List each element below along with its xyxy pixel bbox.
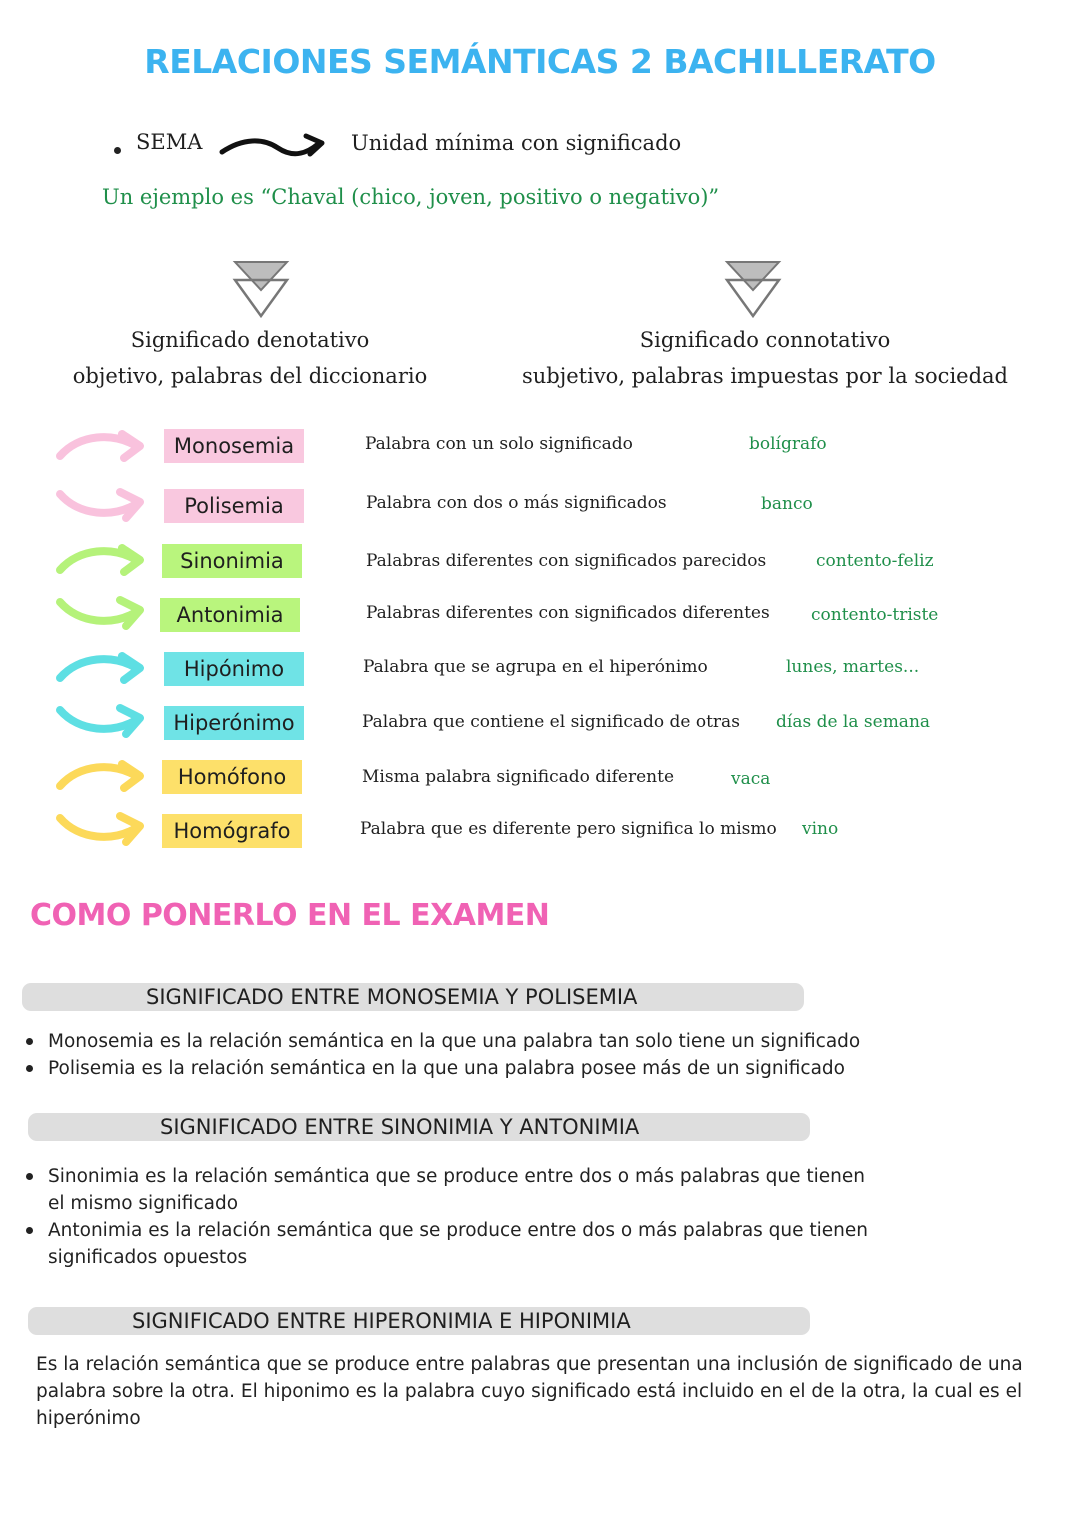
connotativo-desc: subjetivo, palabras impuestas por la sociedad [521, 364, 1008, 388]
arrow-icon [54, 650, 146, 686]
example-homografo: vino [802, 819, 839, 839]
term-antonimia: Antonimia [160, 598, 300, 632]
exam-heading: COMO PONERLO EN EL EXAMEN [30, 898, 550, 933]
term-polisemia: Polisemia [164, 489, 304, 523]
definition-homofono: Misma palabra significado diferente [362, 767, 675, 787]
example-homofono: vaca [731, 769, 771, 789]
sema-bullet [114, 139, 121, 158]
section-title-sinonimia-antonimia: SIGNIFICADO ENTRE SINONIMIA Y ANTONIMIA [160, 1115, 640, 1139]
example-sinonimia: contento-feliz [816, 551, 934, 571]
denotativo-desc: objetivo, palabras del diccionario [72, 364, 428, 388]
example-monosemia: bolígrafo [749, 434, 827, 454]
definition-hiponimo: Palabra que se agrupa en el hiperónimo [363, 657, 708, 677]
term-hiperonimo: Hiperónimo [164, 706, 304, 740]
triangle-down-icon [232, 258, 290, 320]
sema-example: Un ejemplo es “Chaval (chico, joven, positivo o negativo)” [102, 185, 720, 209]
arrow-right-icon [218, 132, 328, 162]
connotativo-block [510, 322, 1020, 394]
list-item: Monosemia es la relación semántica en la que una palabra tan solo tiene un significado [22, 1028, 902, 1055]
denotativo-block [60, 322, 440, 394]
definition-polisemia: Palabra con dos o más significados [366, 493, 667, 513]
section-title-monosemia-polisemia: SIGNIFICADO ENTRE MONOSEMIA Y POLISEMIA [146, 985, 638, 1009]
example-hiperonimo: días de la semana [776, 712, 931, 732]
list-item: Sinonimia es la relación semántica que se produce entre dos o más palabras que tienen el mismo significado [22, 1163, 882, 1217]
arrow-icon [54, 702, 146, 738]
section-list-monosemia-polisemia [22, 1028, 902, 1082]
term-monosemia: Monosemia [164, 429, 304, 463]
sema-definition: Unidad mínima con significado [351, 131, 682, 155]
arrow-icon [54, 428, 146, 464]
definition-hiperonimo: Palabra que contiene el significado de otras [362, 712, 740, 732]
example-polisemia: banco [761, 494, 813, 514]
definition-sinonimia: Palabras diferentes con significados parecidos [366, 551, 767, 571]
term-sinonimia: Sinonimia [162, 544, 302, 578]
arrow-icon [54, 758, 146, 794]
triangle-down-icon [724, 258, 782, 320]
section-paragraph-hiperonimia-hiponimia: Es la relación semántica que se produce entre palabras que presentan una inclusión de significado de una palabra sobre la otra. El hiponimo es la palabra cuyo significado está incluido en el de la otra, la cual es el hiperónimo [36, 1354, 1023, 1429]
page-title: RELACIONES SEMÁNTICAS 2 BACHILLERATO [144, 42, 936, 81]
list-item: Polisemia es la relación semántica en la que una palabra posee más de un significado [22, 1055, 902, 1082]
term-hiponimo: Hipónimo [164, 652, 304, 686]
term-homografo: Homógrafo [162, 814, 302, 848]
denotativo-title: Significado denotativo [130, 328, 370, 352]
arrow-icon [54, 594, 146, 630]
section-title-hiperonimia-hiponimia: SIGNIFICADO ENTRE HIPERONIMIA E HIPONIMIA [132, 1309, 631, 1333]
definition-homografo: Palabra que es diferente pero significa lo mismo [360, 819, 777, 839]
definition-monosemia: Palabra con un solo significado [365, 434, 633, 454]
connotativo-title: Significado connotativo [639, 328, 891, 352]
arrow-icon [54, 542, 146, 578]
section-list-sinonimia-antonimia [22, 1163, 882, 1271]
term-homofono: Homófono [162, 760, 302, 794]
example-hiponimo: lunes, martes... [786, 657, 920, 677]
example-antonimia: contento-triste [811, 605, 939, 625]
list-item: Antonimia es la relación semántica que se produce entre dos o más palabras que tienen significados opuestos [22, 1217, 882, 1271]
sema-label: SEMA [136, 130, 203, 154]
arrow-icon [54, 810, 146, 846]
definition-antonimia: Palabras diferentes con significados diferentes [366, 603, 770, 623]
arrow-icon [54, 486, 146, 522]
